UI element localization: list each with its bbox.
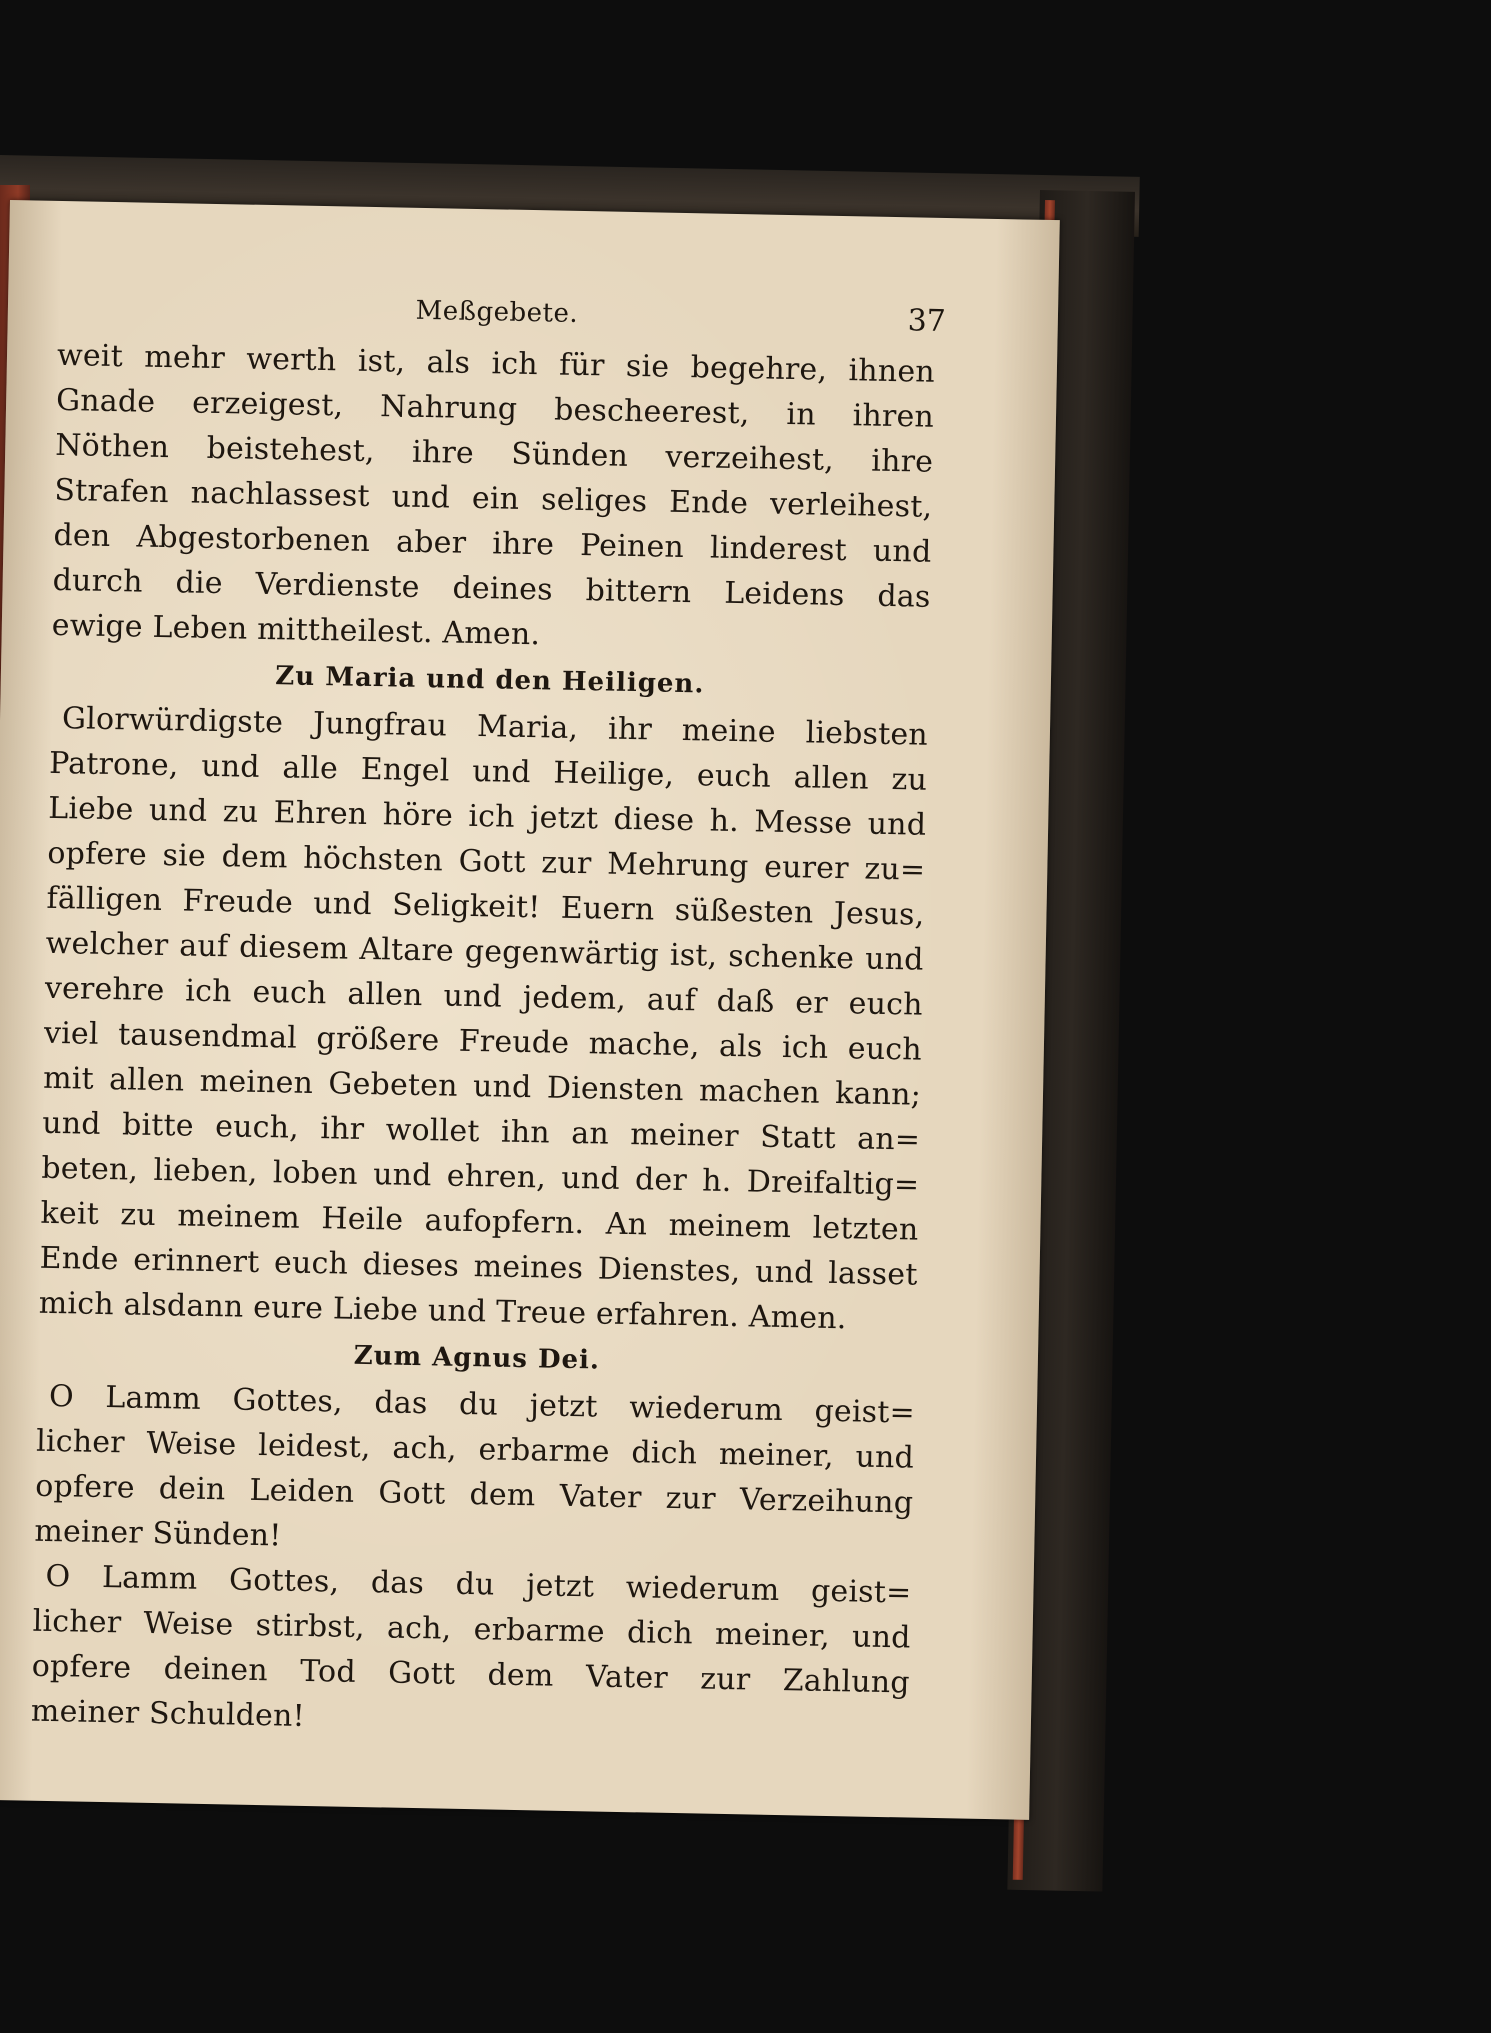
text-line: weit mehr werth ist, als ich für sie begehre, ihnen [56, 337, 936, 390]
text-line: O Lamm Gottes, das du jetzt wiederum geist= [45, 1558, 912, 1611]
text-line: Nöthen beistehest, ihre Sünden verzeihest, ihre [54, 427, 934, 480]
book-page [0, 200, 1060, 1820]
page-text-block [30, 281, 947, 1751]
text-line: keit zu meinem Heile aufopfern. An meinem letzten [40, 1195, 919, 1248]
text-line: Ende erinnert euch dieses meines Dienstes, und lasset [39, 1240, 918, 1293]
text-line: fälligen Freude und Seligkeit! Euern süßesten Jesus, [46, 880, 925, 933]
page-number: 37 [907, 303, 947, 339]
text-line: mich alsdann eure Liebe und Treue erfahren. Amen. [38, 1285, 847, 1337]
text-line: Glorwürdigste Jungfrau Maria, ihr meine liebsten [61, 701, 929, 753]
text-line: welcher auf diesem Altare gegenwärtig ist, schenke und [45, 925, 924, 978]
text-line: viel tausendmal größere Freude mache, als ich euch [43, 1015, 923, 1068]
paragraph-agnus-2 [31, 1554, 912, 1751]
text-line: und bitte euch, ihr wollet ihn an meiner Statt an= [41, 1105, 921, 1158]
text-line: Patrone, und alle Engel und Heilige, euch allen zu [48, 745, 928, 798]
text-line: O Lamm Gottes, das du jetzt wiederum geist= [48, 1378, 916, 1431]
paragraph-agnus-1 [34, 1374, 915, 1571]
text-line: ewige Leben mittheilest. Amen. [51, 607, 541, 653]
section-heading: Zum Agnus Dei. [353, 1340, 601, 1376]
text-line: mit allen meinen Gebeten und Diensten machen kann; [42, 1060, 922, 1113]
section-heading: Zu Maria und den Heiligen. [275, 661, 705, 700]
text-line: meiner Schulden! [30, 1693, 306, 1734]
text-line: durch die Verdienste deines bittern Leidens das [52, 562, 931, 615]
running-head: Meßgebete. [415, 295, 579, 329]
text-line: opfere dein Leiden Gott dem Vater zur Verzeihung [34, 1468, 914, 1521]
text-line: Strafen nachlassest und ein seliges Ende verleihest, [54, 472, 933, 525]
text-line: beten, lieben, loben und ehren, und der h. Dreifaltig= [41, 1150, 920, 1203]
text-line: verehre ich euch allen und jedem, auf daß er euch [44, 970, 924, 1023]
text-line: Liebe und zu Ehren höre ich jetzt diese h. Messe und [47, 790, 927, 843]
text-line: opfere deinen Tod Gott dem Vater zur Zahlung [31, 1648, 911, 1701]
text-line: opfere sie dem höchsten Gott zur Mehrung eurer zu= [47, 835, 926, 888]
text-line: meiner Sünden! [34, 1513, 282, 1554]
text-line: Gnade erzeigest, Nahrung bescheerest, in ihren [55, 382, 935, 435]
text-line: licher Weise stirbst, ach, erbarme dich meiner, und [32, 1603, 911, 1656]
paragraph-prayer-saints [38, 696, 928, 1343]
text-line: licher Weise leidest, ach, erbarme dich meiner, und [35, 1423, 915, 1476]
paragraph-continued [51, 333, 935, 665]
text-line: den Abgestorbenen aber ihre Peinen linderest und [53, 517, 932, 570]
